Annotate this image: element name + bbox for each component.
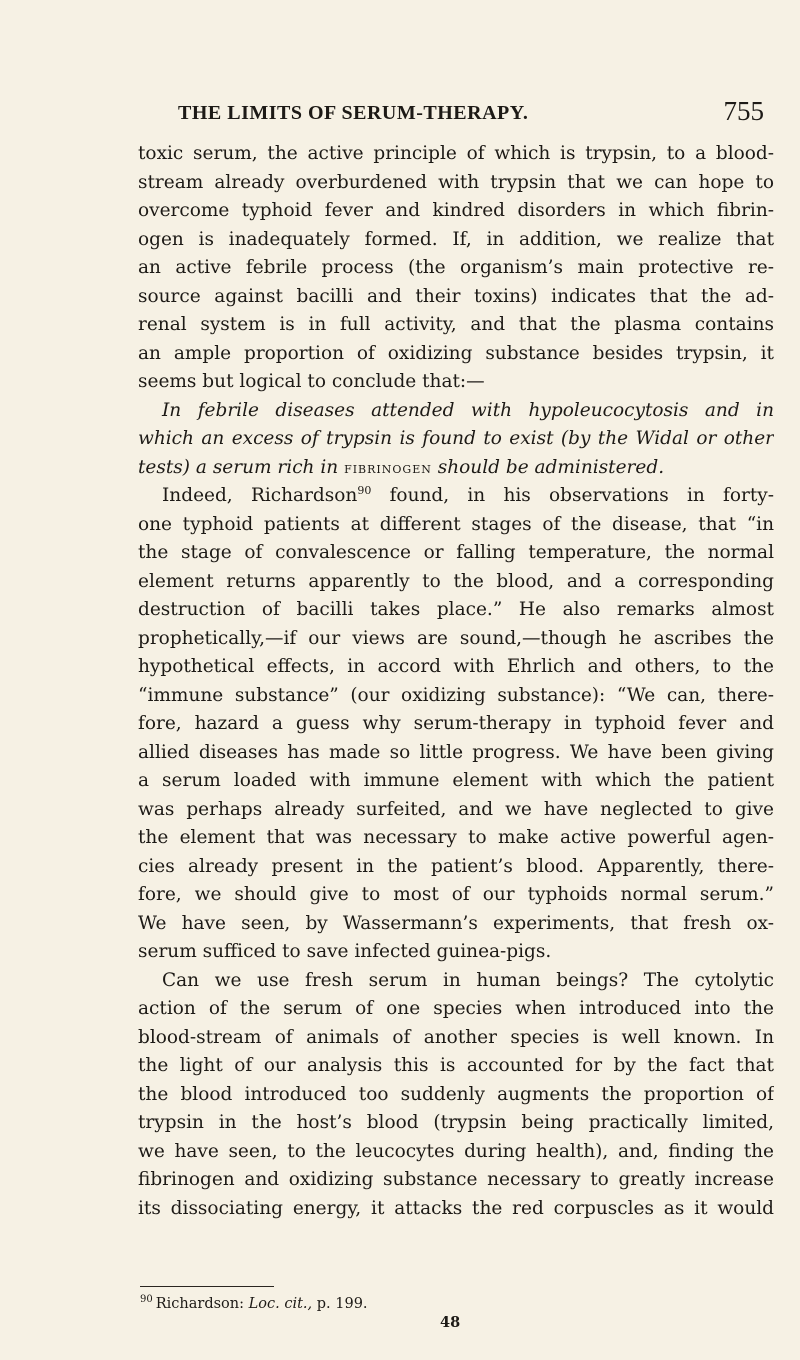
text-line: allied diseases has made so little progress. We have been giving <box>138 741 774 763</box>
text-line: we have seen, to the leucocytes during health), and, finding the <box>138 1140 774 1162</box>
text-line: element returns apparently to the blood, and a corresponding <box>138 570 774 592</box>
text-line: source against bacilli and their toxins) indicates that the ad- <box>138 285 774 307</box>
text-line: fore, hazard a guess why serum-therapy in typhoid fever and <box>138 713 774 734</box>
italic-text: tests) a serum rich in <box>138 456 339 478</box>
text-line: renal system is in full activity, and that the plasma contains <box>138 314 774 335</box>
italic-line: In febrile diseases attended with hypoleucocytosis and in <box>162 399 774 421</box>
text-line: its dissociating energy, it attacks the red corpuscles as it would <box>138 1197 774 1219</box>
text-line: hypothetical effects, in accord with Ehrlich and others, to the <box>138 656 774 677</box>
footnote-marker: 90 <box>357 483 372 497</box>
text-line: the blood introduced too suddenly augments the proportion of <box>138 1083 774 1105</box>
text-line: seems but logical to conclude that:— <box>138 371 485 392</box>
body-text <box>138 140 774 1223</box>
text-line: destruction of bacilli takes place.” He also remarks almost <box>138 599 774 620</box>
text-line: cies already present in the patient’s blood. Apparently, there- <box>138 855 774 877</box>
text-line: serum sufficed to save infected guinea-pigs. <box>138 941 552 962</box>
text-line: was perhaps already surfeited, and we have neglected to give <box>138 798 774 820</box>
italic-text: should be administered. <box>437 456 665 478</box>
text-line: stream already overburdened with trypsin that we can hope to <box>138 171 774 193</box>
text-line: a serum loaded with immune element with which the patient <box>138 770 774 791</box>
signature-mark: 48 <box>440 1314 461 1331</box>
footnote-page: p. 199. <box>316 1295 368 1312</box>
text-line: We have seen, by Wassermann’s experiments, that fresh ox- <box>138 912 774 934</box>
italic-line-last <box>138 454 774 483</box>
text-line: trypsin in the host’s blood (trypsin being practically limited, <box>138 1112 774 1133</box>
text-line: prophetically,—if our views are sound,—though he ascribes the <box>138 627 774 649</box>
text-line <box>138 482 774 511</box>
footnote <box>140 1291 368 1313</box>
text-line: Can we use fresh serum in human beings? The cytolytic <box>162 969 774 991</box>
text-line: the stage of convalescence or falling temperature, the normal <box>138 542 774 563</box>
page-number: 755 <box>723 96 764 126</box>
running-head: THE LIMITS OF SERUM-THERAPY. <box>178 102 529 124</box>
text-line: an active febrile process (the organism’s main protective re- <box>138 257 774 278</box>
footnote-citation: Loc. cit., <box>248 1295 313 1312</box>
text-line: the light of our analysis this is accounted for by the fact that <box>138 1055 774 1076</box>
text-line: blood-stream of animals of another species is well known. In <box>138 1026 774 1048</box>
text-line: one typhoid patients at different stages of the disease, that “in <box>138 513 774 535</box>
text-line: ogen is inadequately formed. If, in addition, we realize that <box>138 228 774 250</box>
text-line: an ample proportion of oxidizing substance besides trypsin, it <box>138 342 774 364</box>
text-fragment: Indeed, Richardson <box>162 485 358 506</box>
text-line: overcome typhoid fever and kindred disorders in which fibrin- <box>138 200 774 221</box>
text-line: the element that was necessary to make active powerful agen- <box>138 827 774 848</box>
text-line: fibrinogen and oxidizing substance necessary to greatly increase <box>138 1169 774 1190</box>
text-line: action of the serum of one species when introduced into the <box>138 998 774 1019</box>
footnote-author: Richardson: <box>155 1295 245 1312</box>
page-header <box>138 96 774 136</box>
text-line: toxic serum, the active principle of which is trypsin, to a blood- <box>138 143 774 164</box>
small-caps-term: fibrinogen <box>344 457 432 477</box>
text-line: “immune substance” (our oxidizing substance): “We can, there- <box>138 684 774 706</box>
text-fragment: found, in his observations in forty- <box>371 485 774 506</box>
text-line: fore, we should give to most of our typhoids normal serum.” <box>138 884 774 905</box>
italic-line: which an excess of trypsin is found to exist (by the Widal or other <box>138 428 774 449</box>
footnote-rule <box>140 1286 274 1287</box>
footnote-number: 90 <box>140 1294 153 1305</box>
